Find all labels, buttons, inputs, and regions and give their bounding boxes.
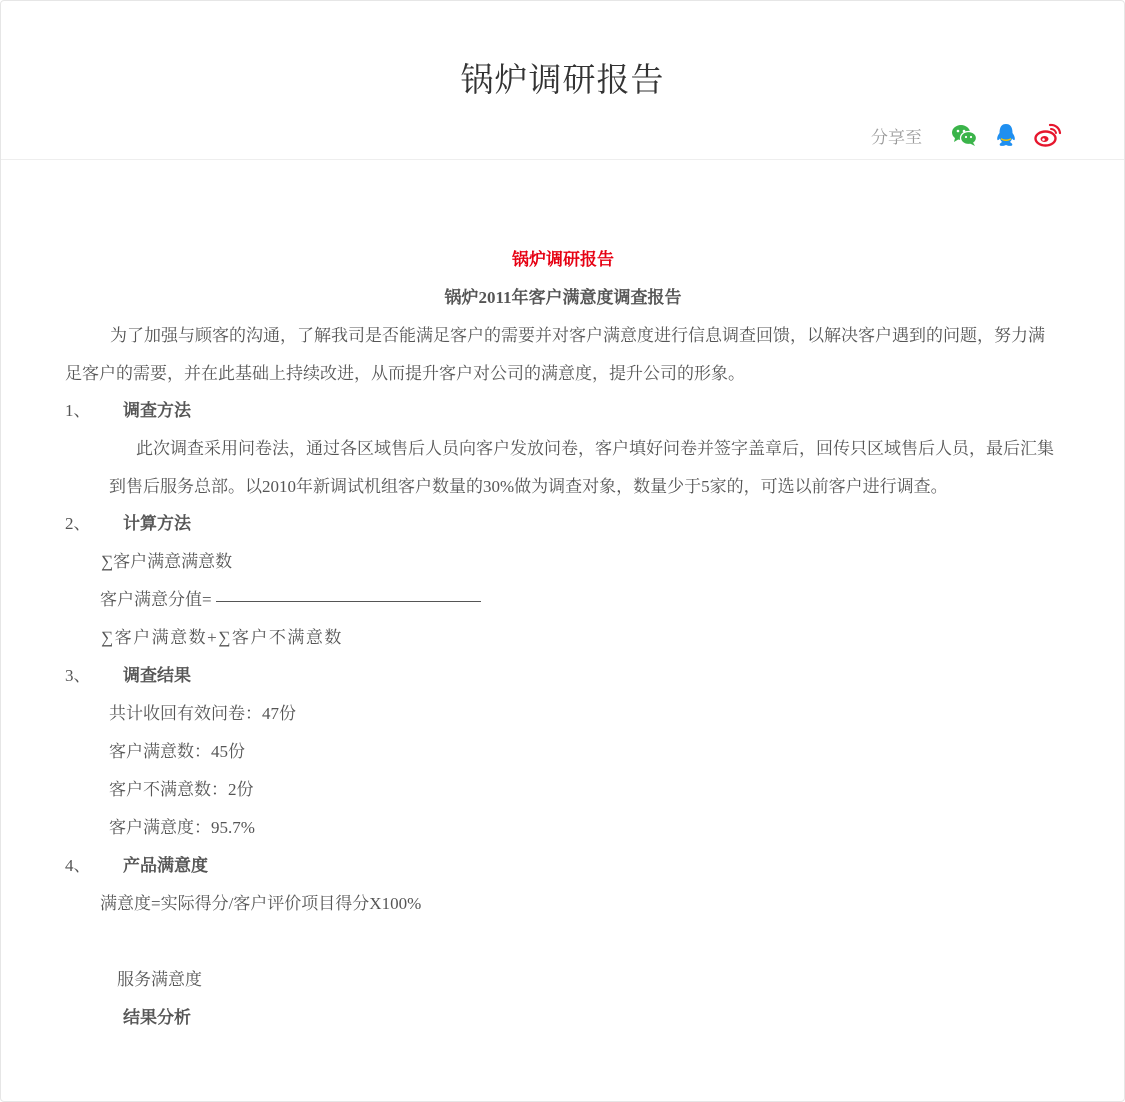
weibo-icon[interactable] [1034, 121, 1062, 149]
result-analysis-heading: 结果分析 [123, 1008, 191, 1027]
section-number: 2、 [65, 514, 91, 533]
satisfaction-formula: 满意度=实际得分/客户评价项目得分X100% [100, 894, 422, 913]
qq-icon[interactable] [992, 121, 1020, 149]
formula-denominator: ∑客户满意数+∑客户不满意数 [101, 628, 343, 647]
result-item: 共计收回有效问卷：47份 [109, 704, 296, 723]
result-item: 客户满意度：95.7% [109, 818, 255, 837]
section-heading [65, 847, 1061, 885]
section-number: 3、 [65, 666, 91, 685]
article-subheading: 锅炉2011年客户满意度调查报告 [444, 288, 682, 307]
formula-label: 客户满意分值= [100, 590, 212, 609]
share-bar [871, 121, 1062, 149]
result-item: 客户不满意数：2份 [109, 780, 254, 799]
formula-numerator: ∑客户满意满意数 [101, 552, 233, 571]
formula-line [65, 581, 1061, 619]
service-satisfaction: 服务满意度 [117, 970, 202, 989]
blank-line [65, 923, 1061, 961]
section-title: 计算方法 [123, 514, 191, 533]
section-number: 1、 [65, 401, 91, 420]
result-item: 客户满意数：45份 [109, 742, 245, 761]
wechat-icon[interactable] [950, 121, 978, 149]
section-heading [65, 657, 1061, 695]
fraction-bar [216, 601, 481, 602]
share-label: 分享至 [871, 127, 922, 148]
section-heading [65, 505, 1061, 543]
section-title: 产品满意度 [123, 856, 208, 875]
section-heading [65, 392, 1061, 430]
article-heading: 锅炉调研报告 [512, 250, 614, 269]
method-paragraph: 此次调查采用问卷法，通过各区域售后人员向客户发放问卷，客户填好问卷并签字盖章后，回传只区域售后人员，最后汇集到售后服务总部。以2010年新调试机组客户数量的30%做为调查对象，数量少于5家的，可选以前客户进行调查。 [109, 439, 1054, 496]
section-title: 调查结果 [123, 666, 191, 685]
intro-paragraph: 为了加强与顾客的沟通，了解我司是否能满足客户的需要并对客户满意度进行信息调查回馈，以解决客户遇到的问题，努力满足客户的需要，并在此基础上持续改进，从而提升客户对公司的满意度，提升公司的形象。 [65, 326, 1045, 383]
article-body [65, 241, 1061, 1037]
page-title: 锅炉调研报告 [460, 60, 665, 99]
article-header [1, 1, 1124, 160]
section-number: 4、 [65, 856, 91, 875]
section-title: 调查方法 [123, 401, 191, 420]
